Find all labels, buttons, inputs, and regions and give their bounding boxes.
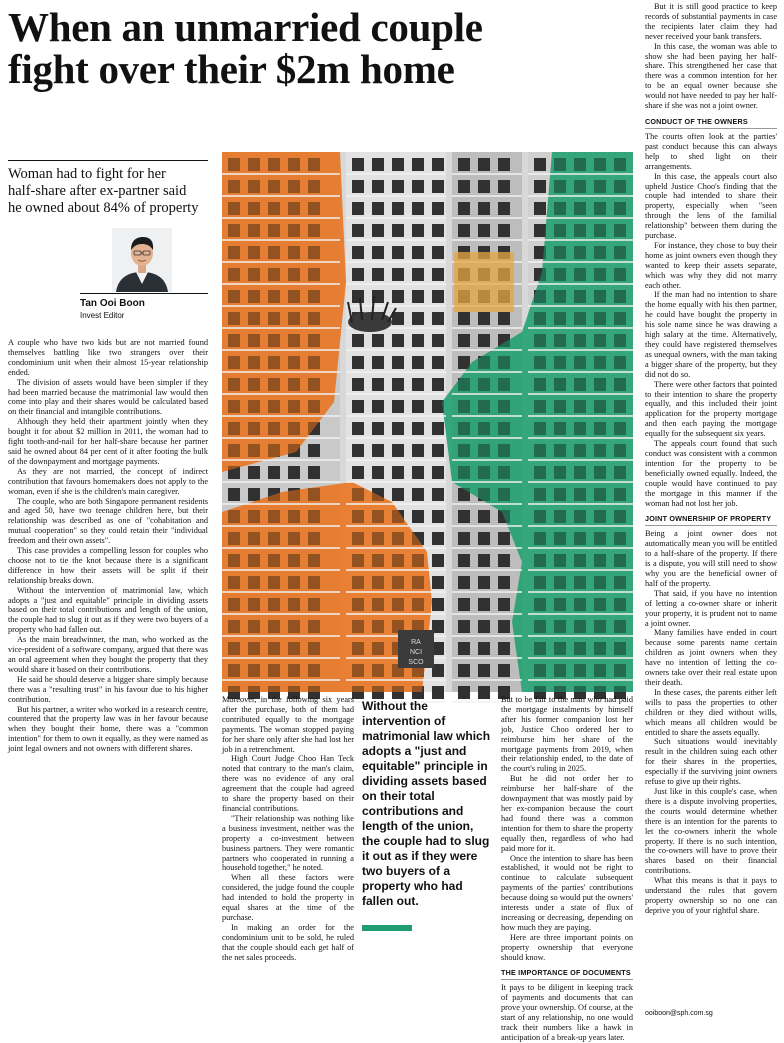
article-paragraph: Being a joint owner does not automatically mean you will be entitled to a half-share of the property. If there is a dispute, you will still need to show why you are the beneficial owner of half of the property. [645, 529, 777, 588]
article-paragraph: In this case, the appeals court also upheld Justice Choo's finding that the couple had intended to share their property, especially when "seen through the lens of the familial relationship" between them during the purchase. [645, 171, 777, 241]
svg-text:SCO: SCO [408, 659, 424, 666]
article-paragraph: Just like in this couple's case, when there is a dispute involving properties, the courts would determine whether there is an intention for the parents to let the co-owners inherit the whole property. If there is no such intention, the co-owners will have to prove their shares based on their financial contributions. [645, 786, 777, 876]
article-paragraph: Such situations would inevitably result in the children suing each other for their shares in the properties, especially if the surviving joint owners refuse to give up their rights. [645, 737, 777, 787]
apartment-building-illustration [222, 152, 633, 692]
article-paragraph: Although they held their apartment jointly when they bought it for about $2 million in 2011, the woman had to fight tooth-and-nail for her half-share because her partner said he owned about 84 per cent of it after footing the bulk of the downpayment and mortgage payments. [8, 417, 208, 466]
article-paragraph: The division of assets would have been simpler if they had been married because the matrimonial law would then come into play and their shares would be calculated based on their financial and intangible contributions. [8, 377, 208, 417]
article-paragraph: It pays to be diligent in keeping track of payments and documents that can prove your ownership. Of course, at the start of any relationship, no one would track their numbers like a hawk in anticipation of a break-up years later. [501, 983, 633, 1042]
author-portrait-icon [112, 228, 172, 292]
article-column-1 [8, 338, 208, 1024]
article-paragraph: For instance, they chose to buy their home as joint owners even though they wanted to keep their assets separate, which was why they did not marry each other. [645, 240, 777, 290]
article-paragraph: As the main breadwinner, the man, who worked as the vice-president of a software company, argued that there was an oral agreement when they bought the property that they would share it based on their contributions. [8, 635, 208, 674]
byline-name: Tan Ooi Boon [80, 298, 145, 309]
standfirst-line-2: half-share after ex-partner said [8, 183, 187, 199]
article-column-4 [501, 695, 633, 1042]
article-paragraph: What this means is that it pays to understand the rules that govern property ownership so no one can deprive you of your rightful share. [645, 876, 777, 915]
article-paragraph: Here are three important points on property ownership that everyone should know. [501, 932, 633, 962]
article-paragraph: He said he should deserve a bigger share simply because there was a "resulting trust" in his favour due to his higher contribution. [8, 674, 208, 704]
subhead-documents: THE IMPORTANCE OF DOCUMENTS [501, 968, 633, 980]
article-paragraph: When all these factors were considered, the judge found the couple had intended to hold the property in equal shares at the time of the purchase. [222, 873, 354, 922]
illustration [222, 152, 633, 692]
subhead-joint-ownership: JOINT OWNERSHIP OF PROPERTY [645, 514, 777, 526]
headline [8, 6, 618, 90]
article-paragraph: A couple who have two kids but are not married found themselves battling like two strangers over their condominium unit when their almost 15-year relationship ended. [8, 338, 208, 377]
article-paragraph: There were other factors that pointed to their intention to share the property equally, and this included their joint application for the property mortgage and then each paying the mortgage equally for the subsequent six years. [645, 379, 777, 439]
article-paragraph: Once the intention to share has been established, it would not be right to continue to calculate subsequent payments of the parties' contributions because doing so would put the owners' interests under a state of flux of increasing or decreasing, depending on how much they are paying. [501, 853, 633, 932]
standfirst-line-1: Woman had to fight for her [8, 166, 166, 182]
headline-line-2: fight over their $2m home [8, 46, 455, 92]
article-paragraph: But it is still good practice to keep records of substantial payments in case the recipients later claim they had never received your bank transfers. [645, 2, 777, 41]
pull-quote: Without the intervention of matrimonial law which adopts a "just and equitable" principle in dividing assets based on their total contributions and length of the union, the couple had to slug it out as if they were two buyers of a property who had fallen out. [362, 699, 491, 908]
lit-window-block [454, 252, 514, 312]
headline-line-1: When an unmarried couple [8, 4, 483, 50]
byline-rule [80, 293, 208, 294]
article-paragraph: Moreover, in the following six years after the purchase, both of them had contributed equally to the mortgage payments. The woman stopped paying for her share only after she had lost her job in a retrenchment. [222, 695, 354, 754]
standfirst-line-3: he owned about 84% of property [8, 200, 199, 216]
article-paragraph: That said, if you have no intention of letting a co-owner share or inherit your property, it is prudent not to name a joint owner. [645, 588, 777, 628]
article-paragraph: High Court Judge Choo Han Teck noted that contrary to the man's claim, there was no evidence of any oral agreement that the couple had agreed to share the property based on their financial contributions. [222, 754, 354, 813]
author-email: ooiboon@sph.com.sg [645, 1010, 713, 1017]
article-paragraph: This case provides a compelling lesson for couples who choose not to tie the knot because there is a significant difference in how their assets will be split if their relationship breaks down. [8, 546, 208, 585]
article-paragraph: In making an order for the condominium unit to be sold, he ruled that the couple should each get half of the net sales proceeds. [222, 922, 354, 962]
article-paragraph: "Their relationship was nothing like a business investment, neither was the property a co-investment between business partners. They were romantic partners who cooperated in running a household together," he noted. [222, 813, 354, 873]
logo-plaque-icon [398, 630, 434, 668]
subhead-conduct: CONDUCT OF THE OWNERS [645, 117, 777, 129]
article-paragraph: If the man had no intention to share the home equally with his then partner, he could have bought the property in his sole name since he was drawing a high salary at the time. Alternatively, they could have registered themselves as unequal owners, with the man taking a bigger share of the property, but they did not do so. [645, 290, 777, 379]
standfirst-rule [8, 160, 208, 161]
article-paragraph: The courts often look at the parties' past conduct because this can always help to shed light on their arrangements. [645, 131, 777, 171]
article-column-2 [222, 695, 354, 1024]
article-column-5 [645, 2, 777, 1004]
article-paragraph: The couple, who are both Singapore permanent residents and aged 50, have two teenage children here, but their relationship was described as one of "cohabitation and mutual cooperation" so they could retain their "individual freedom and their own assets". [8, 496, 208, 546]
svg-text:NCI: NCI [409, 649, 423, 656]
article-paragraph: Without the intervention of matrimonial law, which adopts a "just and equitable" principle in dividing assets based on their total contributions and length of the union, the couple had to slug it out as if they were two buyers of a property who had fallen out. [8, 585, 208, 635]
article-paragraph: Many families have ended in court because some parents name certain children as joint owners when they have no intention of letting the co-owners take over their real estate upon their death. [645, 628, 777, 687]
article-paragraph: In these cases, the parents either left wills to pass the properties to other children or they died without wills, which means all children would be entitled to share the assets equally. [645, 687, 777, 737]
byline-role: Invest Editor [80, 311, 125, 320]
svg-text:RA: RA [411, 639, 421, 646]
article-paragraph: In this case, the woman was able to show she had been paying her half-share. This strengthened her case that there was a common intention for her to be an equal owner because she would not have needed to pay her half-share if she was not a joint owner. [645, 41, 777, 111]
standfirst [8, 166, 208, 217]
article-paragraph: But to be fair to the man who had paid the mortgage instalments by himself after his former companion lost her job, Justice Choo ordered her to reimburse him her share of the mortgage payments from 2019, when their relationship ended, to the date of the court's ruling in 2025. [501, 695, 633, 774]
author-photo [112, 228, 172, 292]
article-paragraph: But his partner, a writer who worked in a research centre, countered that the property law was in her favour because when they bought their home, there was a "common intention" for them to own it equally, as they were named as joint legal owners and not owners with different shares. [8, 704, 208, 754]
article-paragraph: But he did not order her to reimburse her half-share of the downpayment that was mostly paid by her ex-companion because the court had found there was a common intention for them to share the property equally then, regardless of who had paid more for it. [501, 774, 633, 853]
article-paragraph: As they are not married, the concept of indirect contribution that favours homemakers does not apply to the woman, even if she is the children's main caregiver. [8, 466, 208, 496]
pull-quote-accent-bar [362, 925, 412, 931]
article-paragraph: The appeals court found that such conduct was consistent with a common intention for the property to be beneficially owned equally. Indeed, the couple would have continued to pay the mortgage in this manner if the woman had not lost her job. [645, 439, 777, 508]
